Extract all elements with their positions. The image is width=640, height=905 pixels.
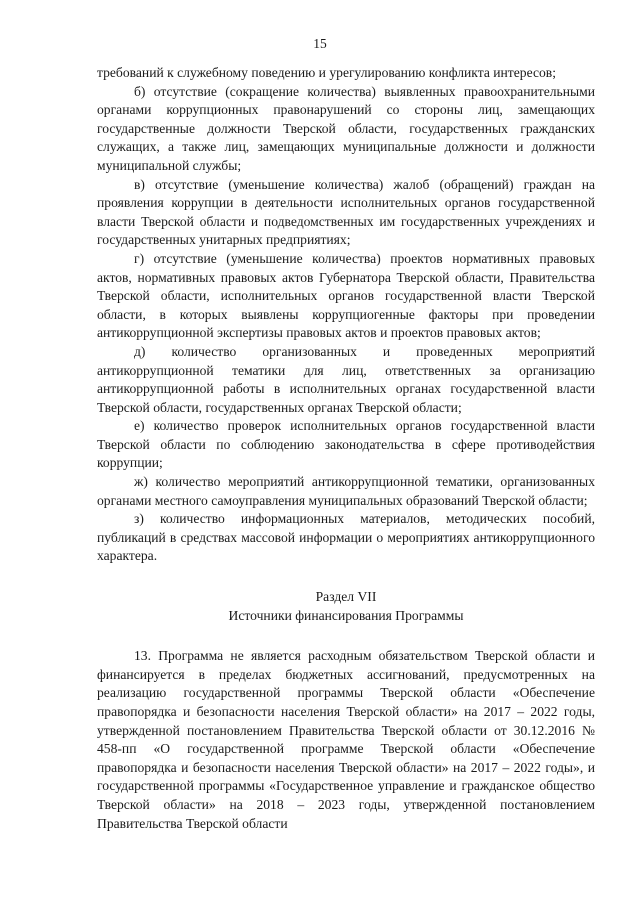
- section-title: Источники финансирования Программы: [228, 607, 464, 623]
- paragraph: б) отсутствие (сокращение количества) выявленных правоохранительными органами коррупционных правонарушений со стороны лиц, замещающих государственные должности Тверской области, государственных гражданских служащих, а также лиц, замещающих муниципальные должности и должности муниципальной службы;: [97, 83, 595, 173]
- document-body: [97, 64, 595, 833]
- paragraph: з) количество информационных материалов, методических пособий, публикаций в средствах массовой информации о мероприятиях антикоррупционного характера.: [97, 511, 595, 564]
- paragraph: е) количество проверок исполнительных органов государственной власти Тверской области по соблюдению законодательства в сфере противодействия коррупции;: [97, 418, 595, 471]
- paragraph: д) количество организованных и проведенных мероприятий антикоррупционной тематики для лиц, ответственных за организацию антикоррупционной работы в исполнительных органах государственной власти Тверской области, государственных органах Тверской области;: [97, 343, 595, 415]
- paragraph: г) отсутствие (уменьшение количества) проектов нормативных правовых актов, нормативных правовых актов Губернатора Тверской области, Правительства Тверской области, исполнительных органов государственной власти Тверской области, в которых выявлены коррупциогенные факторы при проведении антикоррупционной экспертизы правовых актов и проектов правовых актов;: [97, 250, 595, 341]
- section-number: Раздел VII: [315, 589, 377, 605]
- paragraph-group-criteria: [97, 64, 595, 566]
- paragraph: требований к служебному поведению и урегулированию конфликта интересов;: [97, 65, 556, 80]
- paragraph: в) отсутствие (уменьшение количества) жалоб (обращений) граждан на проявления коррупции в деятельности исполнительных органов государственной власти Тверской области и подведомственных им государственных учреждениях и государственных унитарных предприятиях;: [97, 176, 595, 248]
- section-heading: [97, 588, 595, 625]
- page-number: 15: [313, 36, 327, 51]
- paragraph: ж) количество мероприятий антикоррупционной тематики, организованных органами местного самоуправления муниципальных образований Тверской области;: [97, 474, 595, 508]
- paragraph-group-financing: [97, 647, 595, 833]
- paragraph: 13. Программа не является расходным обязательством Тверской области и финансируется в пределах бюджетных ассигнований, предусмотренных на реализацию государственной программы Тверской области «Обеспечение правопорядка и безопасности населения Тверской области» на 2017 – 2022 годы, утвержденной постановлением Правительства Тверской области от 30.12.2016 № 458-пп «О государственной программе Тверской области «Обеспечение правопорядка и безопасности населения Тверской области» на 2017 – 2022 годы», и государственной программы «Государственное управление и гражданское общество Тверской области» на 2018 – 2023 годы, утвержденной постановлением Правительства Тверской области: [97, 648, 595, 831]
